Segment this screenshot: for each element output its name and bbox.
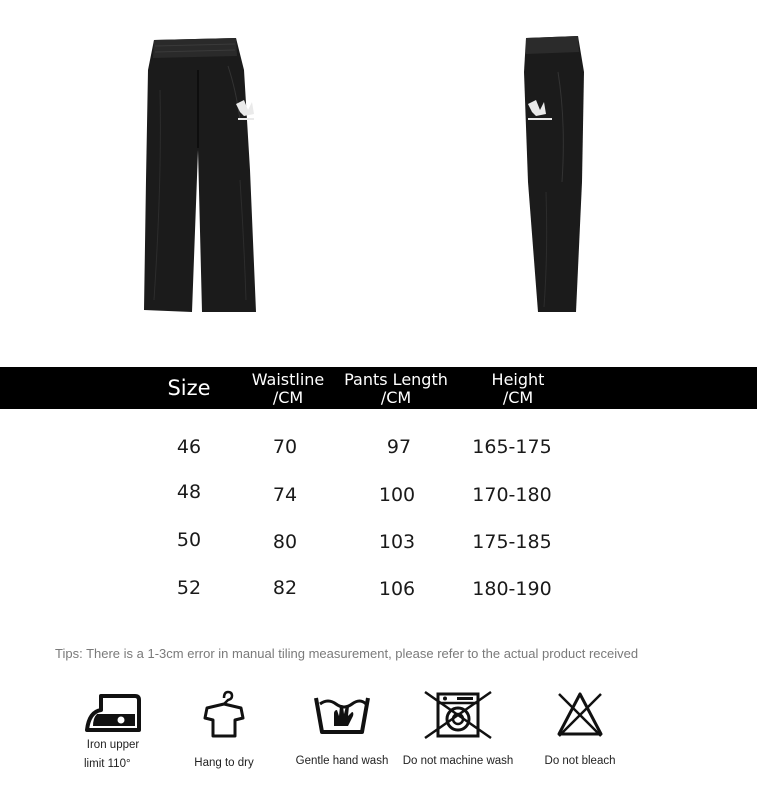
cell-length: 103 [378, 531, 416, 553]
table-row [0, 529, 757, 559]
cell-waist: 80 [272, 531, 298, 553]
cell-height: 170-180 [472, 484, 552, 506]
cell-size: 46 [176, 436, 202, 458]
care-item-no-bleach [538, 690, 622, 771]
no-machine-wash-icon [423, 690, 493, 740]
table-row [0, 436, 757, 466]
hanger-icon [201, 688, 247, 740]
care-label-iron-line1: Iron upper [86, 739, 140, 751]
cell-size: 52 [176, 577, 202, 599]
cell-length: 100 [378, 484, 416, 506]
care-item-no-machine-wash [398, 690, 518, 771]
cell-size: 48 [176, 481, 202, 503]
header-height-unit: /CM [502, 388, 534, 407]
table-row [0, 481, 757, 511]
care-item-hand-wash [292, 690, 392, 771]
pants-side-image [518, 32, 598, 322]
hand-wash-icon [312, 690, 372, 740]
size-chart-header [0, 367, 757, 409]
cell-length: 97 [386, 436, 412, 458]
cell-waist: 70 [272, 436, 298, 458]
care-label-hand-wash: Gentle hand wash [295, 755, 389, 767]
cell-size: 50 [176, 529, 202, 551]
cell-height: 165-175 [472, 436, 552, 458]
iron-icon [83, 690, 143, 736]
header-pants-length [338, 371, 454, 407]
care-label-no-bleach: Do not bleach [544, 755, 616, 767]
cell-height: 180-190 [472, 578, 552, 600]
header-waistline-unit: /CM [272, 388, 304, 407]
care-label-no-machine-wash: Do not machine wash [402, 755, 514, 767]
header-height-line1: Height [491, 370, 545, 389]
cell-height: 175-185 [472, 531, 552, 553]
header-length-line1: Pants Length [344, 370, 448, 389]
header-size: Size [167, 376, 211, 400]
cell-waist: 74 [272, 484, 298, 506]
measurement-tip: Tips: There is a 1-3cm error in manual tiling measurement, please refer to the actual product received [55, 646, 639, 661]
no-bleach-icon [555, 690, 605, 740]
care-item-hang [189, 688, 259, 773]
care-label-hang: Hang to dry [194, 757, 254, 769]
care-item-iron [78, 690, 148, 774]
header-waistline [236, 371, 340, 407]
cell-length: 106 [378, 578, 416, 600]
pants-front-image [140, 30, 260, 320]
care-label-iron-line2: limit 110° [84, 758, 131, 770]
table-row [0, 577, 757, 607]
cell-waist: 82 [272, 577, 298, 599]
header-length-unit: /CM [380, 388, 412, 407]
header-waistline-line1: Waistline [251, 370, 325, 389]
header-height [468, 371, 568, 407]
product-images [0, 0, 757, 365]
